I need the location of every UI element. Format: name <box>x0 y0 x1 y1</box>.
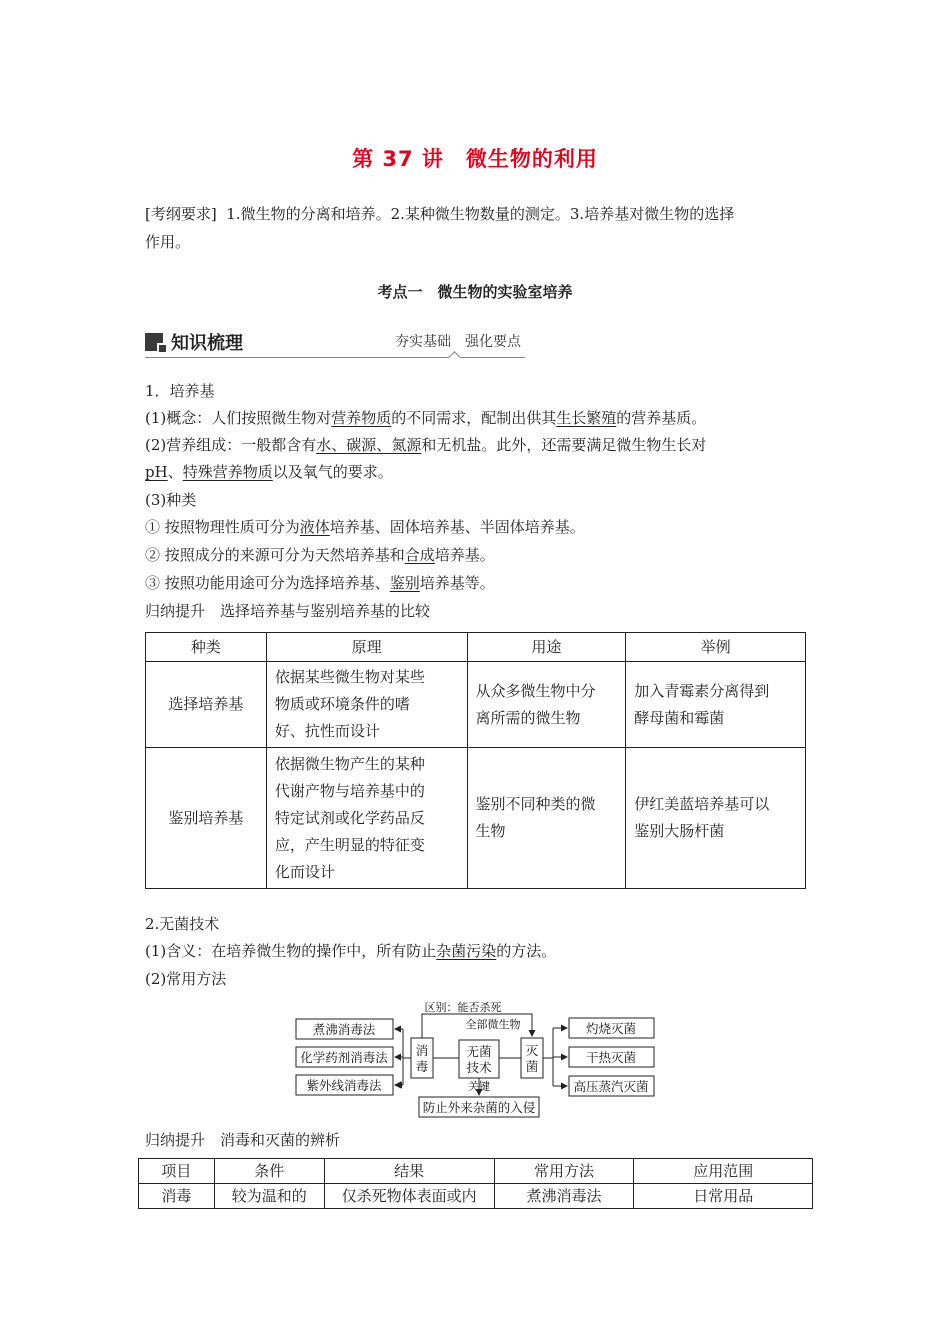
comparison-table <box>145 632 806 889</box>
table-header: 原理 <box>266 633 467 662</box>
knowledge-banner <box>145 329 525 359</box>
diagram-key-label: 关键 <box>468 1080 490 1093</box>
requirements-label: [考纲要求] <box>145 205 217 223</box>
s1-heading: 1．培养基 <box>145 382 215 400</box>
s1-type-physical: ① 按照物理性质可分为液体培养基、固体培养基、半固体培养基。 <box>145 518 585 536</box>
aseptic-diagram <box>295 1000 655 1120</box>
table-row <box>139 1184 813 1209</box>
diagram-center-label: 无菌 <box>466 1044 492 1059</box>
s1-types: (3)种类 <box>145 491 197 509</box>
table-header: 用途 <box>467 633 626 662</box>
banner-title: 知识梳理 <box>171 333 243 354</box>
table-cell: 消毒 <box>139 1184 215 1209</box>
table-header-row <box>146 633 806 662</box>
table-cell-principle: 依据某些微生物对某些 物质或环境条件的嗜 好、抗性而设计 <box>266 662 467 748</box>
table-header: 结果 <box>324 1159 494 1184</box>
s2-methods: (2)常用方法 <box>145 970 227 988</box>
table-cell-use: 鉴别不同种类的微 生物 <box>467 748 626 889</box>
banner-divider <box>145 357 525 358</box>
table-cell-example: 伊红美蓝培养基可以 鉴别大肠杆菌 <box>626 748 806 889</box>
table-row <box>146 748 806 889</box>
induct-heading-1: 归纳提升 选择培养基与鉴别培养基的比较 <box>145 602 431 620</box>
s1-type-source: ② 按照成分的来源可分为天然培养基和合成培养基。 <box>145 546 495 564</box>
table-cell: 煮沸消毒法 <box>494 1184 634 1209</box>
s1-concept: (1)概念：人们按照微生物对营养物质的不同需求，配制出供其生长繁殖的营养基质。 <box>145 409 707 427</box>
induct-heading-2: 归纳提升 消毒和灭菌的辨析 <box>145 1131 341 1149</box>
diagram-left-label: 煮沸消毒法 <box>312 1022 376 1037</box>
diagram-bottom-label: 防止外来杂菌的入侵 <box>422 1100 536 1115</box>
banner-subtitle: 夯实基础 强化要点 <box>395 334 521 350</box>
table-row <box>146 662 806 748</box>
section-title-kaodian: 考点一 微生物的实验室培养 <box>377 283 573 301</box>
table-header: 举例 <box>626 633 806 662</box>
diagram-disinfect-label: 毒 <box>415 1059 429 1074</box>
s1-type-function: ③ 按照功能用途可分为选择培养基、鉴别培养基等。 <box>145 574 495 592</box>
diagram-left-label: 紫外线消毒法 <box>306 1078 382 1093</box>
page-title: 第 37 讲 微生物的利用 <box>352 147 598 171</box>
requirements-line2: 作用。 <box>145 233 191 251</box>
diagram-disinfect-label: 消 <box>415 1043 429 1058</box>
requirements-line1: 1.微生物的分离和培养。2.某种微生物数量的测定。3.培养基对微生物的选择 <box>226 205 735 223</box>
s2-definition: (1)含义：在培养微生物的操作中，所有防止杂菌污染的方法。 <box>145 942 557 960</box>
table-cell-example: 加入青霉素分离得到 酵母菌和霉菌 <box>626 662 806 748</box>
exam-requirements <box>145 200 810 256</box>
table-cell: 较为温和的 <box>214 1184 324 1209</box>
s1-composition-cont: pH、特殊营养物质以及氧气的要求。 <box>145 463 393 481</box>
table-header: 种类 <box>146 633 267 662</box>
table-cell: 日常用品 <box>634 1184 813 1209</box>
diagram-left-label: 化学药剂消毒法 <box>300 1050 388 1065</box>
diagram-right-label: 灼烧灭菌 <box>585 1021 637 1036</box>
table-cell-use: 从众多微生物中分 离所需的微生物 <box>467 662 626 748</box>
diagram-sterilize-label: 菌 <box>525 1059 539 1074</box>
diagram-sterilize-label: 灭 <box>525 1043 539 1058</box>
banner-notch <box>448 351 461 364</box>
table-header: 项目 <box>139 1159 215 1184</box>
table-header: 条件 <box>214 1159 324 1184</box>
disinfect-sterilize-table <box>138 1158 813 1209</box>
diagram-top-label: 全部微生物 <box>465 1018 521 1031</box>
s2-heading: 2.无菌技术 <box>145 915 220 933</box>
table-header: 应用范围 <box>634 1159 813 1184</box>
diagram-center-label: 技术 <box>466 1060 492 1075</box>
diagram-top-label: 区别：能否杀死 <box>424 1001 502 1014</box>
table-cell-principle: 依据微生物产生的某种 代谢产物与培养基中的 特定试剂或化学药品反 应，产生明显的特征变 化而设计 <box>266 748 467 889</box>
table-cell-type: 鉴别培养基 <box>146 748 267 889</box>
table-cell: 仅杀死物体表面或内 <box>324 1184 494 1209</box>
diagram-right-label: 高压蒸汽灭菌 <box>573 1079 649 1094</box>
table-header-row <box>139 1159 813 1184</box>
s1-composition: (2)营养组成：一般都含有水、碳源、氮源和无机盐。此外，还需要满足微生物生长对 <box>145 436 707 454</box>
table-header: 常用方法 <box>494 1159 634 1184</box>
diagram-right-label: 干热灭菌 <box>585 1050 637 1065</box>
table-cell-type: 选择培养基 <box>146 662 267 748</box>
